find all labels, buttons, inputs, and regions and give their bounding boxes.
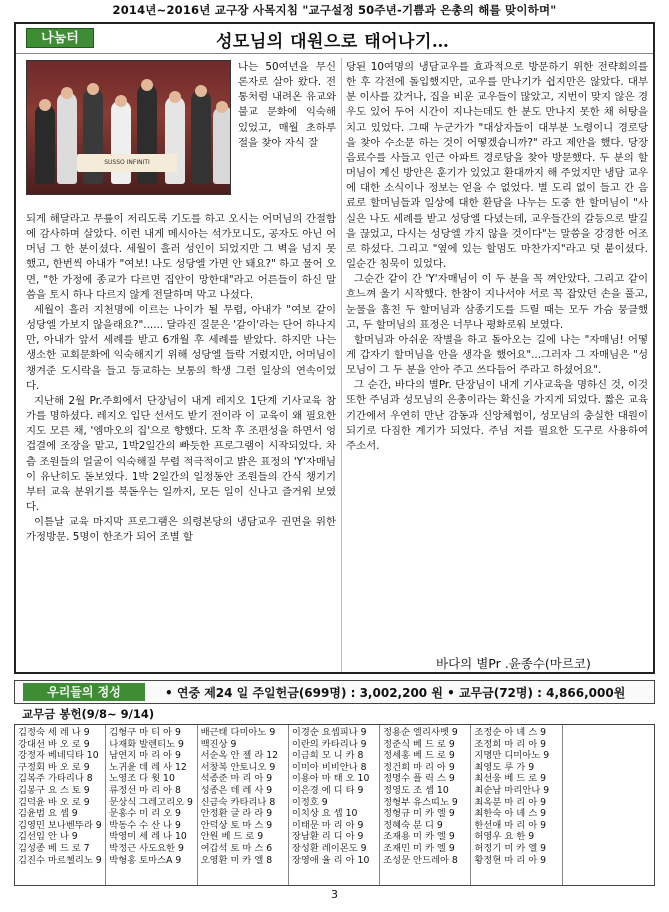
donor-entry: 문홍수 미 리 오 9	[109, 808, 181, 820]
donor-entry: 여갑석 토 마 스 6	[200, 842, 273, 854]
donor-entry: 서순옥 안 젤 라 12	[200, 750, 279, 762]
donor-entry: 안정환 글 라 라 9	[200, 808, 273, 820]
left-paragraph-4: 이튿날 교육 마지막 프로그램은 의령본당의 냉담교우 권면을 위한 가정방문. 5명이 한조가 되어 조별 할	[26, 516, 336, 544]
article-title-bar	[16, 24, 653, 54]
donor-entry: 김봉구 요 스 토 9	[18, 784, 90, 796]
donor-entry: 김형구 마 티 아 9	[109, 727, 181, 738]
donor-entry: 허영우 요 한 9	[474, 831, 535, 843]
donor-entry: 이은경 에 디 타 9	[291, 784, 364, 796]
donor-entry: 안원 베 드 로 9	[200, 831, 264, 843]
donor-entry: 강정자 베네딕타 10	[18, 750, 99, 762]
donor-entry: 지명만 디미아노 9	[474, 750, 550, 762]
donor-entry: 박영미 세 레 나 10	[109, 831, 187, 843]
donor-column	[289, 725, 380, 885]
article-frame	[14, 22, 655, 674]
donor-entry: 문상식 그레고리오 9	[109, 796, 193, 808]
page-number: 3	[331, 888, 338, 901]
donor-entry: 노영조 다 윗 10	[109, 773, 175, 785]
donation-label: 우리들의 정성	[23, 683, 145, 701]
donor-column	[471, 725, 562, 885]
donor-entry: 이용아 마 태 오 10	[291, 773, 370, 785]
donor-column	[15, 725, 106, 885]
donor-entry: 조재민 미 카 엘 9	[383, 842, 455, 854]
donor-entry: 정용순 엘리사벳 9	[383, 727, 458, 738]
donor-entry: 최한숙 아 녜 스 9	[474, 808, 547, 820]
donor-entry: 정건희 마 리 아 9	[383, 761, 455, 773]
donation-summary-bar	[14, 680, 655, 704]
donor-entry: 정형규 미 카 엘 9	[383, 808, 455, 820]
donor-entry: 허정기 미 카 엘 9	[474, 842, 547, 854]
donor-entry: 김정숙 세 레 나 9	[18, 727, 90, 738]
donor-entry: 서창복 안토니오 9	[200, 761, 276, 773]
donor-entry: 김성종 베 드 로 7	[18, 842, 90, 854]
left-paragraph-2: 세월이 흘러 지천명에 이르는 나이가 될 무렵, 아내가 "여보 같이 성당엘 가보지 않을래요?"...... 달라진 질문은 '같이'라는 단어 하나지만, 아내가 앞서 세례를 받고 6개월 후 세례를 받았다. 하지만 나는 생소한 교회문화에 익숙해지기 위해 성당엘 들락 거렸지만, 어머님이 챙겨준 도시락을 들고 등교하는 보통의 학생 그런 일상의 연속이었다.	[26, 303, 336, 392]
donor-entry: 김선임 안 나 9	[18, 831, 78, 843]
donor-entry: 오영환 미 카 엘 8	[200, 854, 273, 866]
donor-entry: 장성환 레이몬도 9	[291, 842, 367, 854]
left-paragraph-1: 되게 해달라고 무릎이 저리도록 기도를 하고 오시는 어머님의 간절함에 감사하며 살았다. 이런 내게 메시아는 석가모니도, 공자도 아닌 어머님 그 한 분이셨다. 세월이 흘러 성인이 되었지만 그 벽을 넘지 못했고, 한번씩 아내가 "여보! 나도 성당엘 가면 안 돼요?" 하고 물어 오면, "한 가정에 종교가 다르면 집안이 망한대"라고 어른들이 하신 말씀을 토시 하나 다르지 않게 전달하며 막고 나섰다.	[26, 213, 336, 301]
left-paragraph-3: 지난해 2월 Pr.주회에서 단장님이 내게 레지오 1단계 기사교육 참가를 명하셨다. 레지오 입단 선서도 받기 전이라 이 교육이 왜 필요한지도 모른 채, '엠마오의 집'으로 향했다. 도착 후 조편성을 하면서 엉겁결에 조장을 맡고, 1박2일간의 빠듯한 프로그램이 시작되었다. 차츰 조원들의 얼굴이 익숙해질 무렵 적극적이고 밝은 표정의 'Y'자매님이 유난히도 돋보였다. 1박 2일간의 일정동안 조원들의 간식 챙기기부터 교육 분위기를 북돋우는 일까지, 모든 일이 신나고 즐거워 보였다.	[26, 394, 336, 513]
donor-entry: 정준식 베 드 로 9	[383, 738, 455, 750]
intro-paragraph: 나는 50여년을 무신론자로 살아 왔다. 전통처럼 내려온 유교와 불교 문화에 익숙해 있었고, 매월 초하루 절을 찾아 자식 잘	[238, 61, 336, 149]
donor-entry: 이경순 요셉피나 9	[291, 727, 367, 738]
donor-entry: 정영도 조 셉 10	[383, 784, 449, 796]
donor-entry: 이미아 비비안나 8	[291, 761, 367, 773]
donor-entry: 류정선 마 리 아 8	[109, 784, 181, 796]
intro-text	[238, 60, 336, 151]
donor-entry: 신금숙 카타리나 8	[200, 796, 276, 808]
donor-entry: 최선웅 베 드 로 9	[474, 773, 547, 785]
right-paragraph-1: 당된 10여명의 냉담교우를 효과적으로 방문하기 위한 전략회의를 한 후 각전에 돌입했지만, 교우를 만나기가 쉽지만은 않았다. 대부분 이사를 갔거나, 집을 비운 교우들이 많았고, 지번이 맞지 않은 경우도 있어 두어 시간이 지나는데도 한 분도 만나지 못한 채 허탕을 치고 있었다. 그때 누군가가 "대상자들이 대부분 노령이니 경로당을 찾아 수소문 하는 것이 어떻겠습니까?" 라고 제안을 했다. 당장 음료수를 사들고 인근 아파트 경로당을 찾아 방문했다. 두 분의 할머님이 계신 방안은 훈기가 있었고 환대까지 해 주었지만 냉담 교우에 대한 소식이나 정보는 얻을 수 없었다. 별 도리 없이 들고 간 음료로 할머님들과 일상에 대한 환담을 나누는 도중 한 할머님이 "사실은 나도 세례를 받고 성당엘 다녔는데, 교우들간의 갈등으로 발길을 끊었고, 다시는 성당엘 가지 않을 것이다"는 말씀을 강경한 어조로 하셨다. 그리고 "옆에 있는 할멈도 마찬가지"라고 덧 붙이셨다. 일순간 침묵이 있었다.	[346, 61, 648, 271]
donor-entry: 이금희 모 니 카 8	[291, 750, 364, 762]
donor-entry: 김덕윤 바 오 로 9	[18, 796, 90, 808]
right-column	[346, 60, 648, 454]
right-paragraph-2: 그순간 같이 간 'Y'자매님이 이 두 분을 꼭 껴안았다. 그리고 같이 흐느껴 울기 시작했다. 한참이 지나서야 서로 꼭 잡았던 손을 풀고, 눈물을 훔친 두 할머님과 삼종기도를 드릴 때는 모두 가슴 뭉클했고, 두 할머님의 표정은 너무나 평화로워 보였다.	[346, 273, 648, 331]
donor-entry: 박동수 수 산 나 9	[109, 819, 181, 831]
page-header: 2014년~2016년 교구장 사목지침 "교구설정 50주년-기쁨과 은총의 해를 맞이하며"	[112, 3, 557, 17]
donor-entry: 조정희 마 리 아 9	[474, 738, 547, 750]
donor-entry: 남연지 마 리 아 9	[109, 750, 181, 762]
donor-column-empty	[563, 725, 654, 885]
author-signature: 바다의 별Pr .윤종수(마르코)	[436, 656, 591, 671]
donor-entry: 정명수 플 릭 스 9	[383, 773, 455, 785]
donor-entry: 백진상 9	[200, 738, 237, 750]
section-label: 나눔터	[26, 28, 94, 48]
donor-entry: 조성문 안드레아 8	[383, 854, 458, 866]
donor-entry: 김윤범 요 셉 9	[18, 808, 78, 820]
donor-entry: 이정호 9	[291, 796, 328, 808]
donor-entry: 최영도 루 가 9	[474, 761, 535, 773]
donor-entry: 박형홍 토마스A 9	[109, 854, 182, 866]
donor-entry: 노귀윤 데 레 사 12	[109, 761, 187, 773]
donor-entry: 석종준 마 리 아 9	[200, 773, 273, 785]
right-paragraph-4: 그 순간, 바다의 별Pr. 단장님이 내게 기사교육을 명하신 것, 이것 또한 주님과 성모님의 은총이라는 확신을 가지게 되었다. 짧은 교육기간에서 우연히 만난 감동과 신앙체험이, 성모님의 충실한 대원이 되기로 다짐한 계기가 되었다. 주님 저를 필요한 도구로 사용하여 주소서.	[346, 379, 648, 452]
left-column	[26, 212, 336, 545]
donor-entry: 최순남 마리안나 9	[474, 784, 550, 796]
donor-entry: 안덕상 토 마 스 9	[200, 819, 273, 831]
donor-entry: 이치상 요 셉 10	[291, 808, 358, 820]
donor-entry: 구정회 바 오 로 9	[18, 761, 90, 773]
donor-entry: 배근태 다미아노 9	[200, 727, 276, 738]
donor-entry: 박정근 사도요한 9	[109, 842, 184, 854]
donor-entry: 정형부 유스띠노 9	[383, 796, 458, 808]
donor-entry: 김복주 가타리나 8	[18, 773, 93, 785]
group-photo	[26, 60, 231, 195]
article-title: 성모님의 대원으로 태어나기…	[216, 32, 450, 52]
donor-column	[106, 725, 197, 885]
donor-entry: 장영애 율 리 아 10	[291, 854, 370, 866]
donor-entry: 이란의 카타리나 9	[291, 738, 367, 750]
donor-entry: 성종은 데 레 사 9	[200, 784, 273, 796]
donor-entry: 장남환 리 디 아 9	[291, 831, 364, 843]
donor-entry: 강대선 바 오 로 9	[18, 738, 90, 750]
donor-entry: 한선애 마 리 아 9	[474, 819, 547, 831]
photo-banner: SUSSO INFINITI	[77, 154, 177, 172]
donor-entry: 조재용 미 카 엘 9	[383, 831, 455, 843]
donor-entry: 황정현 마 리 아 9	[474, 854, 547, 866]
donor-entry: 정혜숙 분 디 9	[383, 819, 443, 831]
donor-entry: 김진수 마르첼리노 9	[18, 854, 102, 866]
right-paragraph-3: 할머님과 아쉬운 작별을 하고 돌아오는 길에 나는 "자매님! 어떻게 갑자기 할머님을 안을 생각을 했어요"...그러자 그 자매님은 "성모님이 그 두 분을 안아 주고 쓰다듬어 주라고 하셨어요".	[346, 333, 648, 377]
donation-summary: • 연중 제24 일 주일헌금(699명) : 3,002,200 원 • 교무금(72명) : 4,866,000원	[165, 686, 626, 700]
donor-column	[380, 725, 471, 885]
donor-entry: 김영민 보나벤뚜라 9	[18, 819, 102, 831]
donor-entry: 조정순 아 녜 스 9	[474, 727, 547, 738]
donors-title: 교무금 봉헌(9/8~ 9/14)	[22, 707, 155, 721]
donor-entry: 나재화 발렌티노 9	[109, 738, 184, 750]
donor-entry: 정세홍 베 드 로 9	[383, 750, 455, 762]
donor-table	[14, 724, 655, 886]
donor-entry: 최옥분 마 리 아 9	[474, 796, 547, 808]
column-divider	[341, 58, 342, 672]
donor-column	[198, 725, 289, 885]
donor-entry: 이태문 마 리 아 9	[291, 819, 364, 831]
